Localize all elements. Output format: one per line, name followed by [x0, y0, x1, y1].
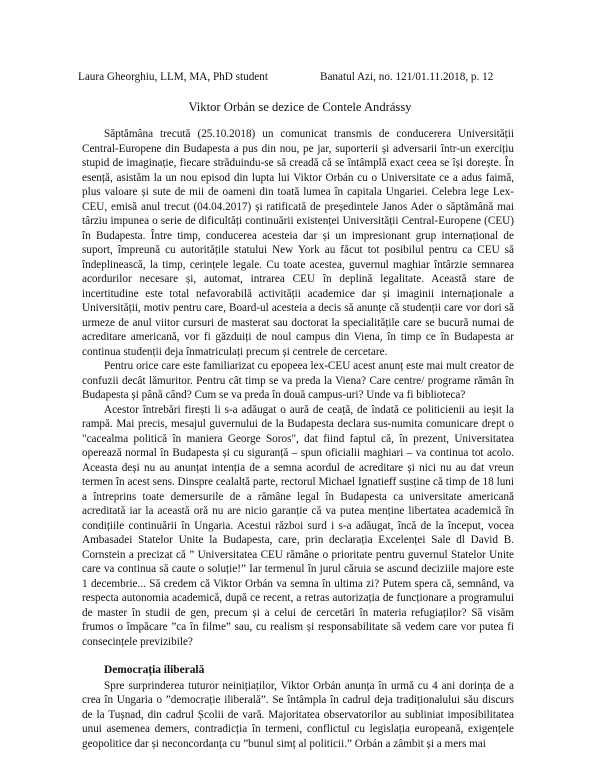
source-line: Banatul Azi, no. 121/01.11.2018, p. 12 — [320, 71, 494, 83]
article-body — [82, 127, 514, 751]
article-title: Viktor Orbán se dezice de Contele Andrássy — [188, 100, 412, 114]
paragraph: Pentru orice care este familiarizat cu epopeea lex-CEU acest anunț este mai mult creator de confuzii decât lămuritor. Pentru cât timp se va preda la Viena? Care centre/ programe rămân în Budapesta și până când? Cum se va preda în două campus-uri? Unde va fi biblioteca? — [82, 360, 514, 401]
paragraph: Săptămâna trecută (25.10.2018) un comunicat transmis de conducerera Universității Central-Europene din Budapesta a pus din nou, pe jar, suporterii și adversarii într-un exercițiu stupid de imaginație, fiecare străduindu-se să creadă că se întâmplă exact ceea se își dorește. În esență, asistăm la un nou episod din lupta lui Viktor Orbán cu o Universitate ce a adus faimă, plus valoare și sute de mii de oameni din toată lumea în capitala Ungariei. Celebra lege Lex-CEU, emisă anul trecut (04.04.2017) și ratificată de președintele Janos Ader o săptămână mai târziu impunea o serie de dificultăți continuării existenței Universității Central-Europene (CEU) în Budapesta. Între timp, conducerea acesteia dar și un impresionant grup internațional de suport, împreună cu autoritățile statului New York au făcut tot posibilul pentru ca CEU să îndeplinească, la timp, cerințele legale. Cu toate acestea, guvernul maghiar întârzie semnarea acordurilor necesare și, automat, intrarea CEU în deplină legalitate. Această stare de incertitudine este total nefavorabilă activității academice dar și imaginii internaționale a Universității, motiv pentru care, Board-ul acesteia a decis să anunțe că studenții care vor dori să urmeze de anul viitor cursuri de masterat sau doctorat la specialitățile care se bucură numai de acreditare americană, vor fi găzduiți de noul campus din Viena, în timp ce în Budapesta ar continua studenții deja înmatriculați precum și centrele de cercetare. — [82, 128, 514, 358]
paragraph: Acestor întrebări firești li s-a adăugat o aură de ceață, de îndată ce politicienii au ieșit la rampă. Mai precis, mesajul guvernului de la Budapesta declara sus-numita comunicare drept o "cacealma politică în maniera George Soros", dat fiind faptul că, în prezent, Universitatea operează normal în Budapesta și cu siguranță – spun oficialii maghiari – va continua tot acolo. Aceasta deși nu au anunțat intenția de a semna acordul de acreditare și nici nu au dat vreun termen în acest sens. Dinspre cealaltă parte, rectorul Michael Ignatieff susține că timp de 18 luni a întreprins toate demersurile de a rămâne legal în Budapesta ca universitate americană acreditată iar la această oră nu are nicio garanție că va putea menține libertatea academică în condițiile continuării în Ungaria. Acestui război surd i s-a adăugat, încă de la început, vocea Ambasadei Statelor Unite la Budapesta, care, prin declarația Excelenței Sale dl David B. Cornstein a precizat că ” Universitatea CEU rămâne o prioritate pentru guvernul Statelor Unite care va continua să caute o soluție!” Iar termenul în jurul căruia se ascund deciziile majore este 1 decembrie... Să credem că Viktor Orbán va semna în ultima zi? Putem spera că, semnând, va respecta autonomia academică, după ce recent, a retras autorizația de funcționare a programului de master în studii de gen, precum și a celui de cercetări în materia refugiaților? Să visăm frumos o împăcare ”ca în filme” sau, cu realism și responsabilitate să vedem care vor putea fi consecințele previzibile? — [82, 403, 514, 648]
section-heading: Democrația iliberală — [104, 664, 205, 676]
author-line: Laura Gheorghiu, LLM, MA, PhD student — [78, 71, 268, 83]
paragraph: Spre surprinderea tuturor neinițiaților, Viktor Orbán anunța în urmă cu 4 ani dorința de a crea în Ungaria o ”democrație iliberală”. Se întâmpla în cadrul deja tradiționalului său discurs de la Tușnad, din cadrul Școlii de vară. Majoritatea observatorilor au subliniat imposibilitatea unui asemenea demers, contradicția în termeni, conflictul cu legislația europeană, exigențele geopolitice dar și neconcordanța cu ”bunul simț al politicii.” Orbán a zâmbit și a mers mai — [82, 679, 514, 750]
